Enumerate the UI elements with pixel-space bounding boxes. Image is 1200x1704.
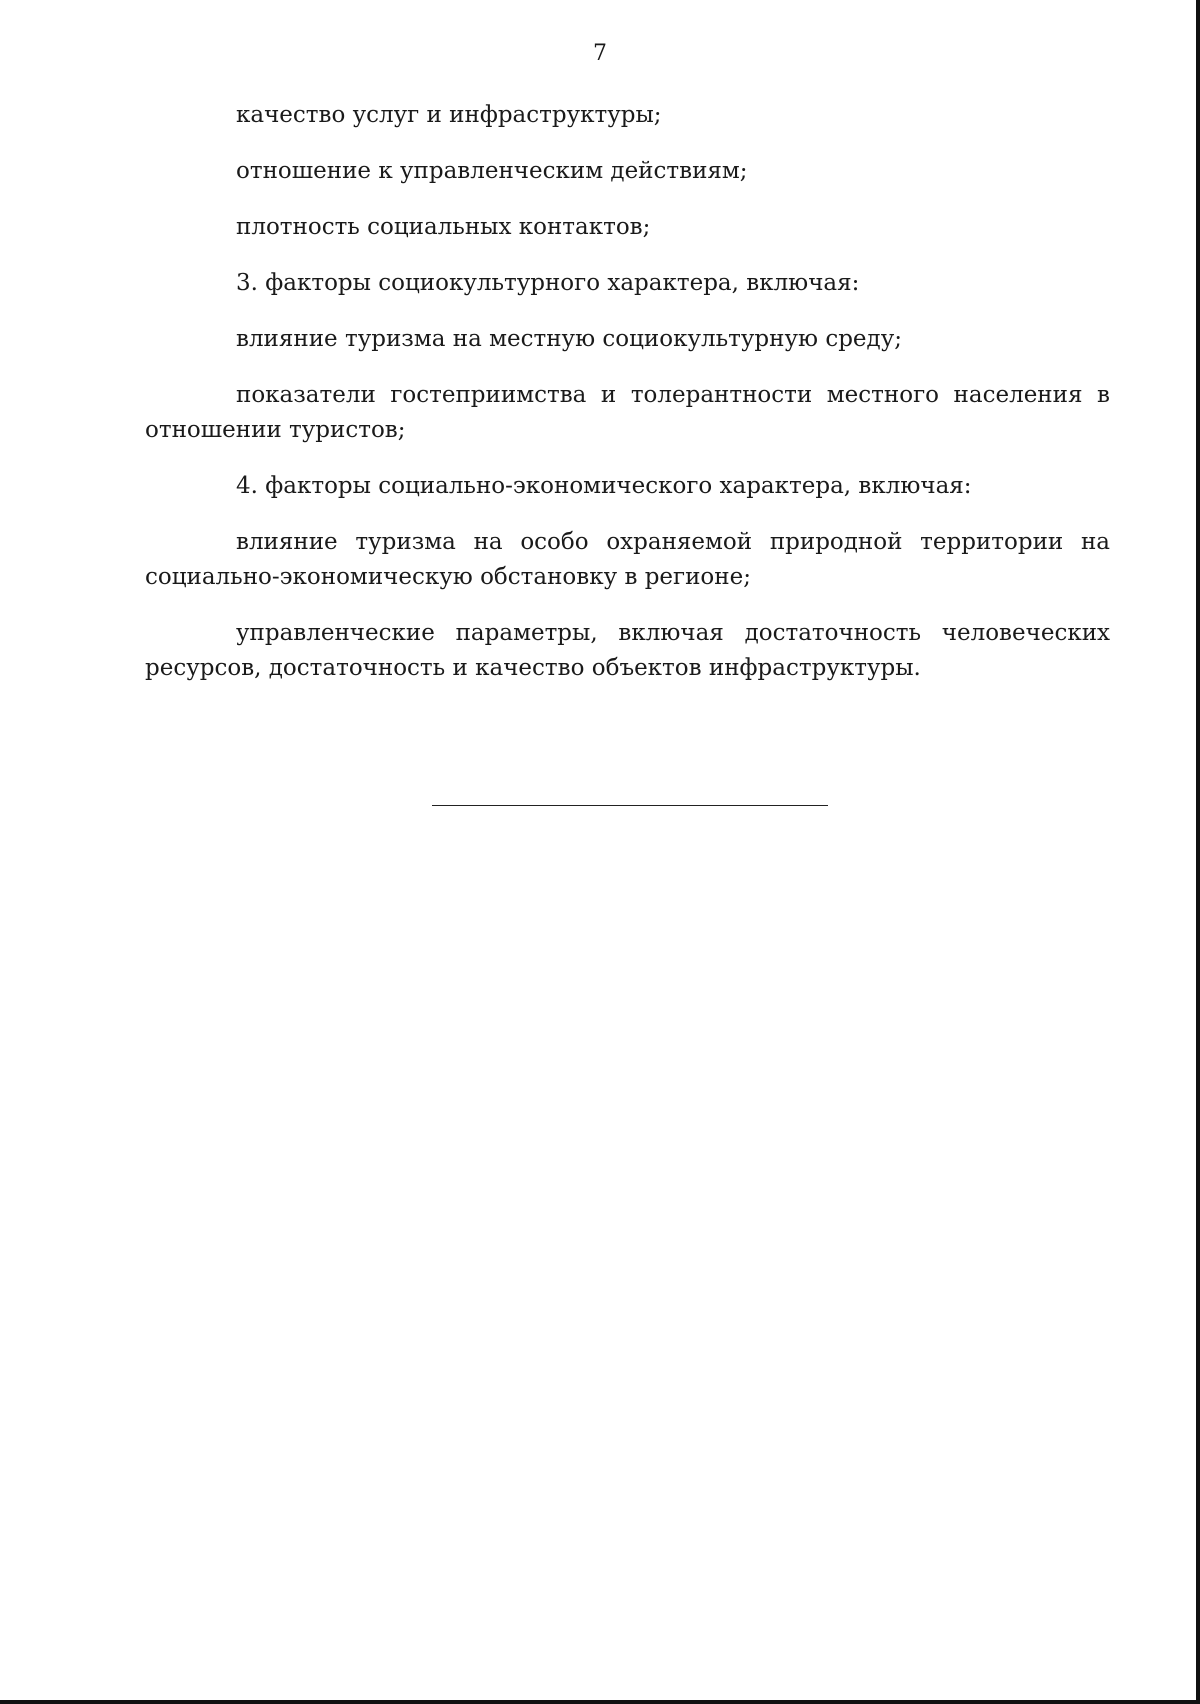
paragraph: отношение к управленческим действиям;: [236, 158, 748, 184]
paragraph: качество услуг и инфраструктуры;: [236, 102, 662, 128]
paragraph: управленческие параметры, включая достаточность человеческих ресурсов, достаточность и качество объектов инфраструктуры.: [145, 620, 1110, 681]
paragraph: плотность социальных контактов;: [236, 214, 651, 240]
document-body: [145, 98, 1110, 707]
section-heading-paragraph: 3. факторы социокультурного характера, включая:: [236, 270, 860, 296]
end-of-document-rule: [432, 805, 828, 806]
paragraph: влияние туризма на особо охраняемой природной территории на социально-экономическую обстановку в регионе;: [145, 529, 1110, 590]
page-number: 7: [593, 41, 607, 66]
section-heading-paragraph: 4. факторы социально-экономического характера, включая:: [236, 473, 972, 499]
paragraph: показатели гостеприимства и толерантности местного населения в отношении туристов;: [145, 382, 1110, 443]
paragraph: влияние туризма на местную социокультурную среду;: [236, 326, 902, 352]
